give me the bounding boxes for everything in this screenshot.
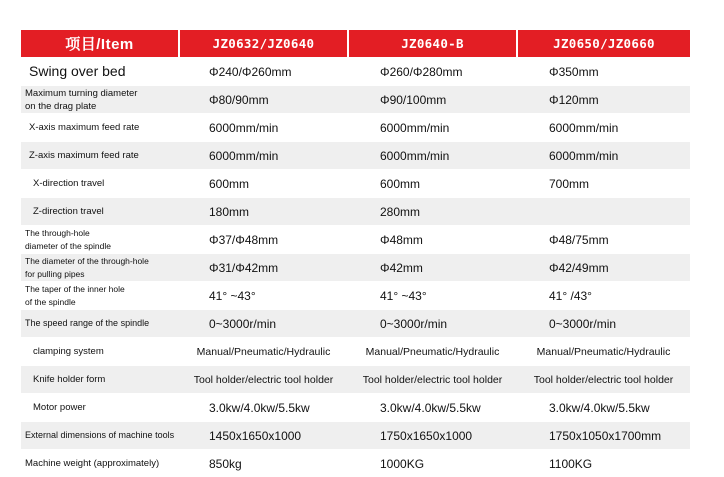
cell-value: [517, 198, 690, 226]
row-label: Motor power: [21, 394, 179, 422]
row-label: Maximum turning diameter on the drag plate: [21, 86, 179, 114]
cell-value: 6000mm/min: [179, 142, 348, 170]
cell-value: Φ90/100mm: [348, 86, 517, 114]
cell-value: 1450x1650x1000: [179, 422, 348, 450]
cell-value: 1750x1650x1000: [348, 422, 517, 450]
cell-value: 3.0kw/4.0kw/5.5kw: [348, 394, 517, 422]
cell-value: Φ48mm: [348, 226, 517, 254]
cell-value: 6000mm/min: [517, 142, 690, 170]
cell-value: Φ42/49mm: [517, 254, 690, 282]
header-model-3: JZ0650/JZ0660: [517, 30, 690, 58]
cell-value: Tool holder/electric tool holder: [179, 366, 348, 394]
cell-value: Φ42mm: [348, 254, 517, 282]
cell-value: Φ48/75mm: [517, 226, 690, 254]
cell-value: Φ31/Φ42mm: [179, 254, 348, 282]
row-spindle-taper: [21, 282, 690, 310]
cell-value: 700mm: [517, 170, 690, 198]
row-max-turning-diameter: [21, 86, 690, 114]
row-label: X-axis maximum feed rate: [21, 114, 179, 142]
row-motor-power: [21, 394, 690, 422]
cell-value: Manual/Pneumatic/Hydraulic: [517, 338, 690, 366]
cell-value: 6000mm/min: [348, 142, 517, 170]
row-x-feed-rate: [21, 114, 690, 142]
row-label: Z-axis maximum feed rate: [21, 142, 179, 170]
row-label: The speed range of the spindle: [21, 310, 179, 338]
cell-value: 850kg: [179, 450, 348, 477]
row-label: clamping system: [21, 338, 179, 366]
row-spindle-speed: [21, 310, 690, 338]
cell-value: 180mm: [179, 198, 348, 226]
cell-value: 6000mm/min: [517, 114, 690, 142]
cell-value: 280mm: [348, 198, 517, 226]
cell-value: Tool holder/electric tool holder: [348, 366, 517, 394]
row-label: Knife holder form: [21, 366, 179, 394]
row-z-travel: [21, 198, 690, 226]
cell-value: 1750x1050x1700mm: [517, 422, 690, 450]
cell-value: 6000mm/min: [179, 114, 348, 142]
cell-value: Φ37/Φ48mm: [179, 226, 348, 254]
header-item: 项目/Item: [21, 30, 179, 58]
row-label: Machine weight (approximately): [21, 450, 179, 477]
spec-table: [21, 30, 690, 477]
row-machine-weight: [21, 450, 690, 477]
cell-value: Manual/Pneumatic/Hydraulic: [348, 338, 517, 366]
row-swing-over-bed: [21, 58, 690, 86]
cell-value: 1000KG: [348, 450, 517, 477]
row-label: X-direction travel: [21, 170, 179, 198]
row-label: Swing over bed: [21, 58, 179, 86]
cell-value: Φ80/90mm: [179, 86, 348, 114]
cell-value: 3.0kw/4.0kw/5.5kw: [517, 394, 690, 422]
row-label: The taper of the inner hole of the spindle: [21, 282, 179, 310]
cell-value: 41° /43°: [517, 282, 690, 310]
cell-value: 6000mm/min: [348, 114, 517, 142]
cell-value: Manual/Pneumatic/Hydraulic: [179, 338, 348, 366]
cell-value: Φ350mm: [517, 58, 690, 86]
cell-value: Φ260/Φ280mm: [348, 58, 517, 86]
cell-value: Φ120mm: [517, 86, 690, 114]
row-label: The diameter of the through-hole for pulling pipes: [21, 254, 179, 282]
cell-value: 0~3000r/min: [179, 310, 348, 338]
row-spindle-through-hole: [21, 226, 690, 254]
cell-value: 1100KG: [517, 450, 690, 477]
cell-value: 41° ~43°: [179, 282, 348, 310]
row-x-travel: [21, 170, 690, 198]
cell-value: 600mm: [179, 170, 348, 198]
cell-value: Tool holder/electric tool holder: [517, 366, 690, 394]
header-row: [21, 30, 690, 58]
row-clamping-system: [21, 338, 690, 366]
row-knife-holder: [21, 366, 690, 394]
cell-value: 0~3000r/min: [517, 310, 690, 338]
cell-value: 0~3000r/min: [348, 310, 517, 338]
row-label: External dimensions of machine tools: [21, 422, 179, 450]
row-label: The through-hole diameter of the spindle: [21, 226, 179, 254]
row-pipe-through-hole: [21, 254, 690, 282]
cell-value: Φ240/Φ260mm: [179, 58, 348, 86]
row-z-feed-rate: [21, 142, 690, 170]
cell-value: 41° ~43°: [348, 282, 517, 310]
cell-value: 3.0kw/4.0kw/5.5kw: [179, 394, 348, 422]
header-model-2: JZ0640-B: [348, 30, 517, 58]
header-model-1: JZ0632/JZ0640: [179, 30, 348, 58]
row-external-dimensions: [21, 422, 690, 450]
row-label: Z-direction travel: [21, 198, 179, 226]
cell-value: 600mm: [348, 170, 517, 198]
